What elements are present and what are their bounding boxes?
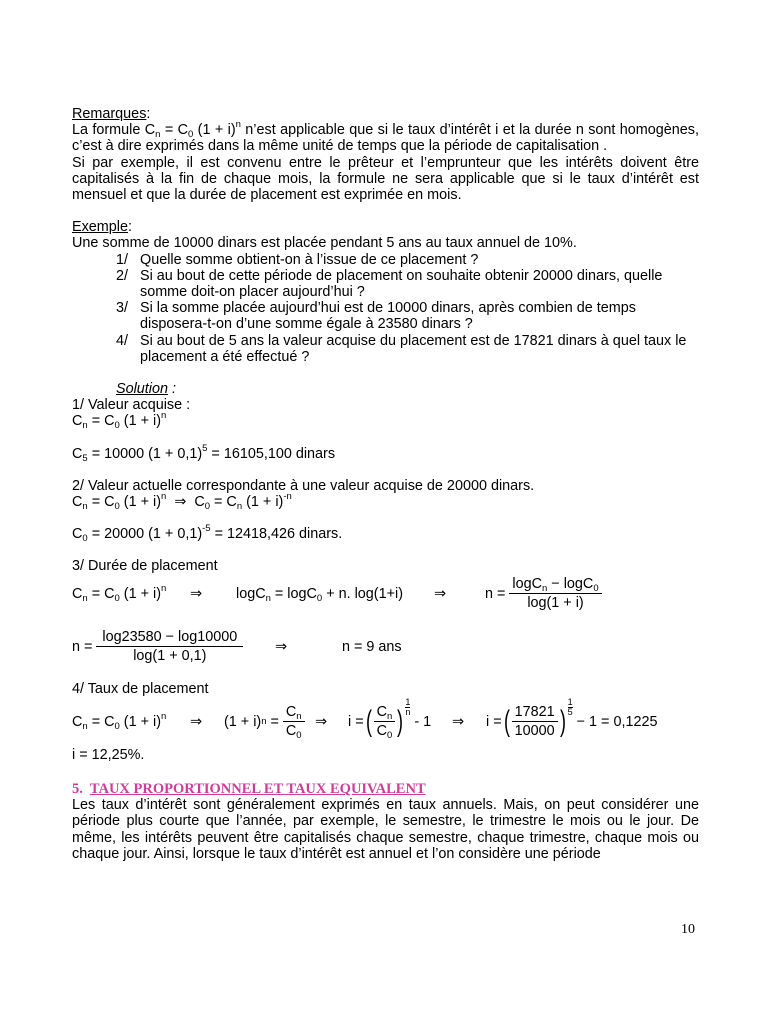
solution-1-title: 1/ Valeur acquise :	[72, 397, 191, 414]
solution-2-calc: $C_0 = 20000$ $(1 + 0,1)^{-5} = 12418,426$ dinars.	[72, 523, 343, 545]
solution-4-formula: $C_n = C_0$ $(1 + i)^n$ ⇒ (1 + i) n = $\frac{C_n}{C_0}$ ⇒ i = ( $\frac{C_n}{C_0}$ ) 1 n - 1 ⇒ i = ( $\frac{17821}{10000}$ ) 1 5 − 1 = 0,1225	[72, 697, 658, 742]
solution-2-formula: $C_n = C_0$ $(1 + i)^n$ ⇒ $C_0 = C_n$ $(1 + i)^{-n}$	[72, 491, 292, 513]
solution-3-calc: n = $\frac{\log 23580 - \log 10000}{\log(1 + 0,1)}$ ⇒ n = 9 ans	[72, 628, 402, 665]
remarques-heading: Remarques:	[72, 106, 151, 122]
solution-1-formula: $C_n = C_0$ $(1 + i)^n$	[72, 410, 167, 432]
remarques-paragraph-2: Si par exemple, il est convenu entre le prêteur et l’emprunteur que les intérêts doivent être capitalisés à la fin de chaque mois, la formule ne sera applicable que si le taux d’intérêt est mensuel et que la durée de placement est exprimée en mois.	[72, 154, 699, 204]
exemple-intro: Une somme de 10000 dinars est placée pendant 5 ans au taux annuel de 10%.	[72, 235, 577, 252]
section-5-paragraph: Les taux d’intérêt sont généralement exprimés en taux annuels. Mais, on peut considérer une période plus courte que l’année, par exemple, le semestre, le trimestre le mois ou le jour. De même, les intérêts peuvent être capitalisés chaque semestre, chaque trimestre, chaque mois ou chaque jour. Ainsi, lorsque le taux d’intérêt est annuel et l’on considère une période	[72, 797, 699, 862]
solution-4-result: i = 12,25%.	[72, 746, 145, 763]
list-item: 1/ Quelle somme obtient-on à l’issue de ce placement ?	[116, 251, 479, 268]
solution-4-title: 4/ Taux de placement	[72, 680, 209, 697]
list-item: 3/ Si la somme placée aujourd’hui est de 10000 dinars, après combien de temps disposera-t-on d’une somme égale à 23580 dinars ?	[116, 300, 636, 333]
list-item: 2/ Si au bout de cette période de placement on souhaite obtenir 20000 dinars, quelle somme doit-on placer aujourd’hui ?	[116, 267, 663, 301]
question-list	[72, 252, 699, 365]
page-number: 10	[681, 922, 695, 937]
document-body	[72, 106, 699, 862]
solution-1-calc: $C_5 = 10000$ $(1 + 0,1)^5 = 16105,100$ dinars	[72, 442, 336, 464]
solution-heading: Solution :	[116, 381, 177, 398]
n-fraction: $\frac{\log C_n - \log C_0}{\log(1 + i)}$	[509, 576, 601, 611]
exemple-heading: Exemple:	[72, 219, 132, 236]
list-item: 4/ Si au bout de 5 ans la valeur acquise du placement est de 17821 dinars à quel taux le placement a été effectué ?	[116, 332, 687, 365]
solution-3-title: 3/ Durée de placement	[72, 558, 218, 575]
solution-3-formula: $C_n = C_0$ $(1 + i)^n$ ⇒ logC$_n$ = logC$_0$ + n. log(1+i) ⇒ n = $\frac{\log C_n - \log C_0}{\log(1 + i)}$	[72, 575, 699, 613]
section-5-heading: 5. TAUX PROPORTIONNEL ET TAUX EQUIVALENT	[72, 781, 426, 798]
remarques-paragraph-1: La formule $C_n = C_0$ $(1 + i)^n$ n’est applicable que si le taux d’intérêt i et la durée n sont homogènes, c’est à dire exprimés dans la même unité de temps que la période de capitalisation .	[72, 119, 700, 155]
solution-2-title: 2/ Valeur actuelle correspondante à une valeur acquise de 20000 dinars.	[72, 477, 535, 494]
